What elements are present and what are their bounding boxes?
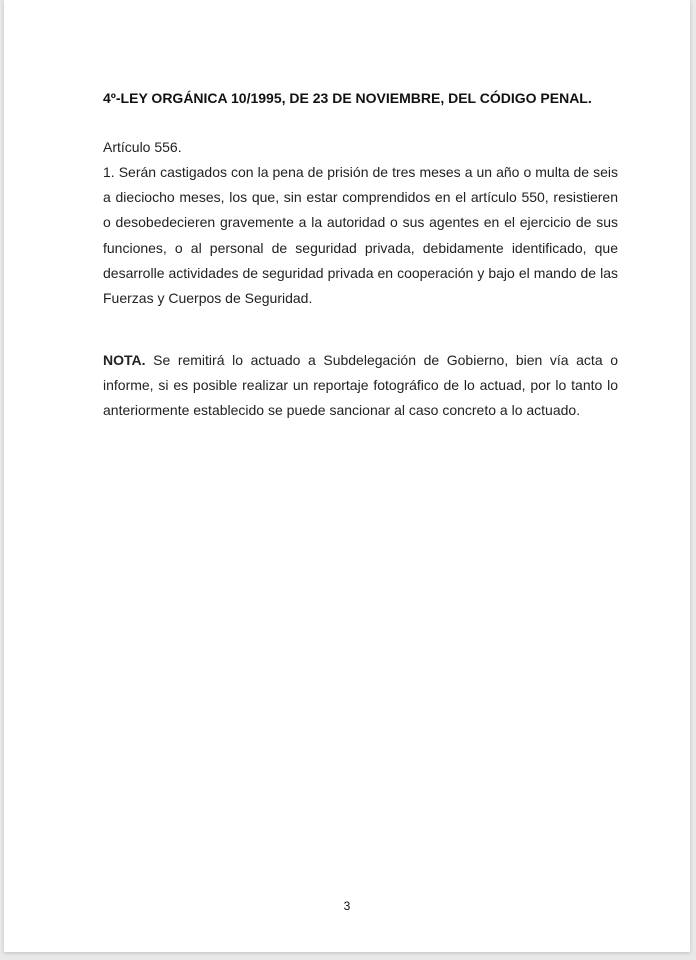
article-paragraph: 1. Serán castigados con la pena de prisión de tres meses a un año o multa de seis a dieciocho meses, los que, sin estar comprendidos en el artículo 550, resistieren o desobedecieren gravemente a la autoridad o sus agentes en el ejercicio de sus funciones, o al personal de seguridad privada, debidamente identificado, que desarrolle actividades de seguridad privada en cooperación y bajo el mando de las Fuerzas y Cuerpos de Seguridad. <box>103 164 618 307</box>
note-label: NOTA. <box>103 352 146 368</box>
document-page <box>4 0 690 952</box>
page-number: 3 <box>343 899 351 913</box>
article-number: Artículo 556. <box>103 139 182 155</box>
note-text: Se remitirá lo actuado a Subdelegación de Gobierno, bien vía acta o informe, si es posible realizar un reportaje fotográfico de lo actuad, por lo tanto lo anteriormente establecido se puede sancionar al caso concreto a lo actuado. <box>103 352 618 419</box>
note-paragraph <box>103 348 618 424</box>
document-heading: 4º-LEY ORGÁNICA 10/1995, DE 23 DE NOVIEMBRE, DEL CÓDIGO PENAL. <box>103 90 592 106</box>
